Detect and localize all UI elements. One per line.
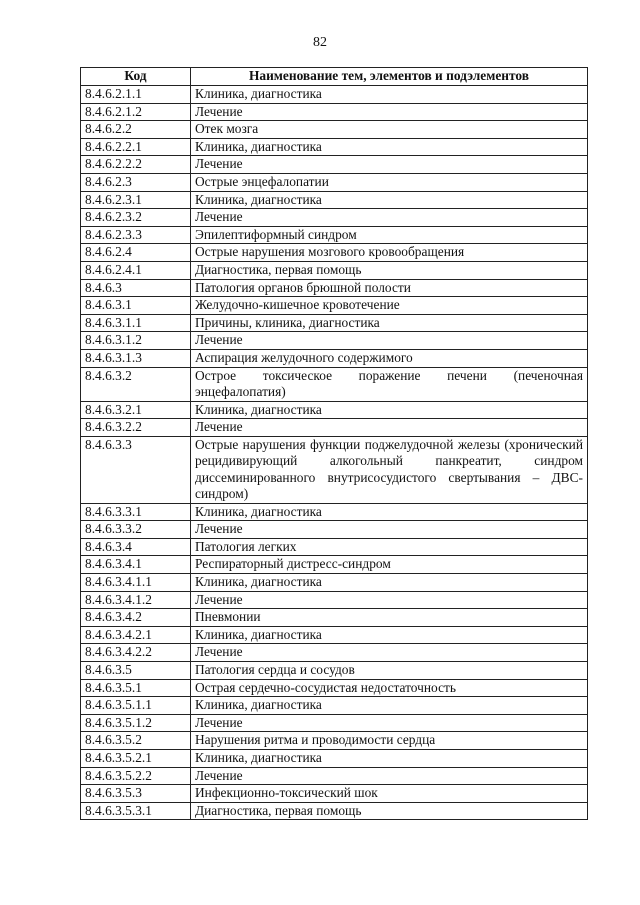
row-code: 8.4.6.3.4.2.2 — [81, 644, 191, 662]
table-row — [81, 349, 588, 367]
row-name: Лечение — [191, 714, 588, 732]
row-code: 8.4.6.2.1.2 — [81, 103, 191, 121]
row-name: Лечение — [191, 419, 588, 437]
row-name: Клиника, диагностика — [191, 503, 588, 521]
table-row — [81, 244, 588, 262]
row-name: Лечение — [191, 103, 588, 121]
row-name: Лечение — [191, 209, 588, 227]
row-name: Острые нарушения функции поджелудочной железы (хронический рецидивирующий алкогольный панкреатит, синдром диссеминированного внутрисосудистого свертывания – ДВС-синдром) — [191, 436, 588, 503]
table-row — [81, 574, 588, 592]
table-row — [81, 679, 588, 697]
row-code: 8.4.6.3.4.1.1 — [81, 574, 191, 592]
row-code: 8.4.6.3.5.2.1 — [81, 750, 191, 768]
row-code: 8.4.6.2.4.1 — [81, 261, 191, 279]
row-name: Эпилептиформный синдром — [191, 226, 588, 244]
row-name: Причины, клиника, диагностика — [191, 314, 588, 332]
table-row — [81, 332, 588, 350]
row-name: Патология сердца и сосудов — [191, 662, 588, 680]
row-code: 8.4.6.3.4.1 — [81, 556, 191, 574]
row-name: Желудочно-кишечное кровотечение — [191, 297, 588, 315]
table-row — [81, 314, 588, 332]
row-name: Клиника, диагностика — [191, 191, 588, 209]
row-name: Отек мозга — [191, 121, 588, 139]
table-row — [81, 802, 588, 820]
table-row — [81, 279, 588, 297]
row-name: Аспирация желудочного содержимого — [191, 349, 588, 367]
row-code: 8.4.6.2.3 — [81, 173, 191, 191]
table-row — [81, 714, 588, 732]
table-row — [81, 191, 588, 209]
table-row — [81, 644, 588, 662]
row-name: Клиника, диагностика — [191, 750, 588, 768]
table-row — [81, 626, 588, 644]
row-name: Диагностика, первая помощь — [191, 802, 588, 820]
table-row — [81, 556, 588, 574]
row-name: Инфекционно-токсический шок — [191, 785, 588, 803]
table-row — [81, 86, 588, 104]
row-name: Диагностика, первая помощь — [191, 261, 588, 279]
table-row — [81, 503, 588, 521]
table-row — [81, 103, 588, 121]
table-row — [81, 401, 588, 419]
row-name: Пневмонии — [191, 609, 588, 627]
row-name: Нарушения ритма и проводимости сердца — [191, 732, 588, 750]
table-row — [81, 521, 588, 539]
row-code: 8.4.6.2.2.2 — [81, 156, 191, 174]
table-row — [81, 138, 588, 156]
header-code: Код — [81, 68, 191, 86]
row-name: Острые нарушения мозгового кровообращения — [191, 244, 588, 262]
row-name: Клиника, диагностика — [191, 86, 588, 104]
table-row — [81, 209, 588, 227]
row-code: 8.4.6.3.5.3.1 — [81, 802, 191, 820]
table-row — [81, 750, 588, 768]
row-name: Острые энцефалопатии — [191, 173, 588, 191]
row-code: 8.4.6.3.2.2 — [81, 419, 191, 437]
table-row — [81, 261, 588, 279]
row-code: 8.4.6.2.2 — [81, 121, 191, 139]
row-code: 8.4.6.3.3 — [81, 436, 191, 503]
row-name: Клиника, диагностика — [191, 401, 588, 419]
row-name: Клиника, диагностика — [191, 138, 588, 156]
row-name: Лечение — [191, 591, 588, 609]
table-row — [81, 297, 588, 315]
row-code: 8.4.6.3.5.1 — [81, 679, 191, 697]
row-code: 8.4.6.3.1.1 — [81, 314, 191, 332]
row-code: 8.4.6.3.5.3 — [81, 785, 191, 803]
table-row — [81, 591, 588, 609]
table-row — [81, 419, 588, 437]
row-name: Лечение — [191, 521, 588, 539]
table-row — [81, 662, 588, 680]
row-code: 8.4.6.2.2.1 — [81, 138, 191, 156]
row-code: 8.4.6.2.3.1 — [81, 191, 191, 209]
row-code: 8.4.6.3.5.2 — [81, 732, 191, 750]
row-code: 8.4.6.3.3.1 — [81, 503, 191, 521]
table-header-row — [81, 68, 588, 86]
table-row — [81, 609, 588, 627]
row-name: Острая сердечно-сосудистая недостаточность — [191, 679, 588, 697]
row-code: 8.4.6.3.3.2 — [81, 521, 191, 539]
row-code: 8.4.6.3.5.1.2 — [81, 714, 191, 732]
row-code: 8.4.6.3 — [81, 279, 191, 297]
table-body — [81, 86, 588, 820]
row-name: Лечение — [191, 156, 588, 174]
row-name: Клиника, диагностика — [191, 626, 588, 644]
row-name: Клиника, диагностика — [191, 574, 588, 592]
row-code: 8.4.6.3.2 — [81, 367, 191, 401]
table-row — [81, 156, 588, 174]
row-code: 8.4.6.3.2.1 — [81, 401, 191, 419]
row-code: 8.4.6.2.4 — [81, 244, 191, 262]
row-name: Острое токсическое поражение печени (печеночная энцефалопатия) — [191, 367, 588, 401]
row-code: 8.4.6.2.3.2 — [81, 209, 191, 227]
table-row — [81, 226, 588, 244]
table-row — [81, 436, 588, 503]
row-code: 8.4.6.2.3.3 — [81, 226, 191, 244]
row-code: 8.4.6.3.5 — [81, 662, 191, 680]
table-row — [81, 785, 588, 803]
table-row — [81, 121, 588, 139]
row-name: Патология легких — [191, 538, 588, 556]
row-code: 8.4.6.3.4 — [81, 538, 191, 556]
row-code: 8.4.6.3.1 — [81, 297, 191, 315]
row-code: 8.4.6.2.1.1 — [81, 86, 191, 104]
table-row — [81, 732, 588, 750]
row-name: Лечение — [191, 767, 588, 785]
table-row — [81, 367, 588, 401]
header-name: Наименование тем, элементов и подэлементов — [191, 68, 588, 86]
row-code: 8.4.6.3.1.2 — [81, 332, 191, 350]
table-row — [81, 538, 588, 556]
row-name: Клиника, диагностика — [191, 697, 588, 715]
row-name: Патология органов брюшной полости — [191, 279, 588, 297]
table-row — [81, 173, 588, 191]
row-code: 8.4.6.3.1.3 — [81, 349, 191, 367]
row-code: 8.4.6.3.4.2.1 — [81, 626, 191, 644]
page-number: 82 — [313, 35, 327, 50]
row-name: Респираторный дистресс-синдром — [191, 556, 588, 574]
table-row — [81, 767, 588, 785]
curriculum-table — [80, 67, 588, 820]
row-name: Лечение — [191, 332, 588, 350]
row-code: 8.4.6.3.5.2.2 — [81, 767, 191, 785]
row-name: Лечение — [191, 644, 588, 662]
table-row — [81, 697, 588, 715]
row-code: 8.4.6.3.4.2 — [81, 609, 191, 627]
row-code: 8.4.6.3.4.1.2 — [81, 591, 191, 609]
row-code: 8.4.6.3.5.1.1 — [81, 697, 191, 715]
